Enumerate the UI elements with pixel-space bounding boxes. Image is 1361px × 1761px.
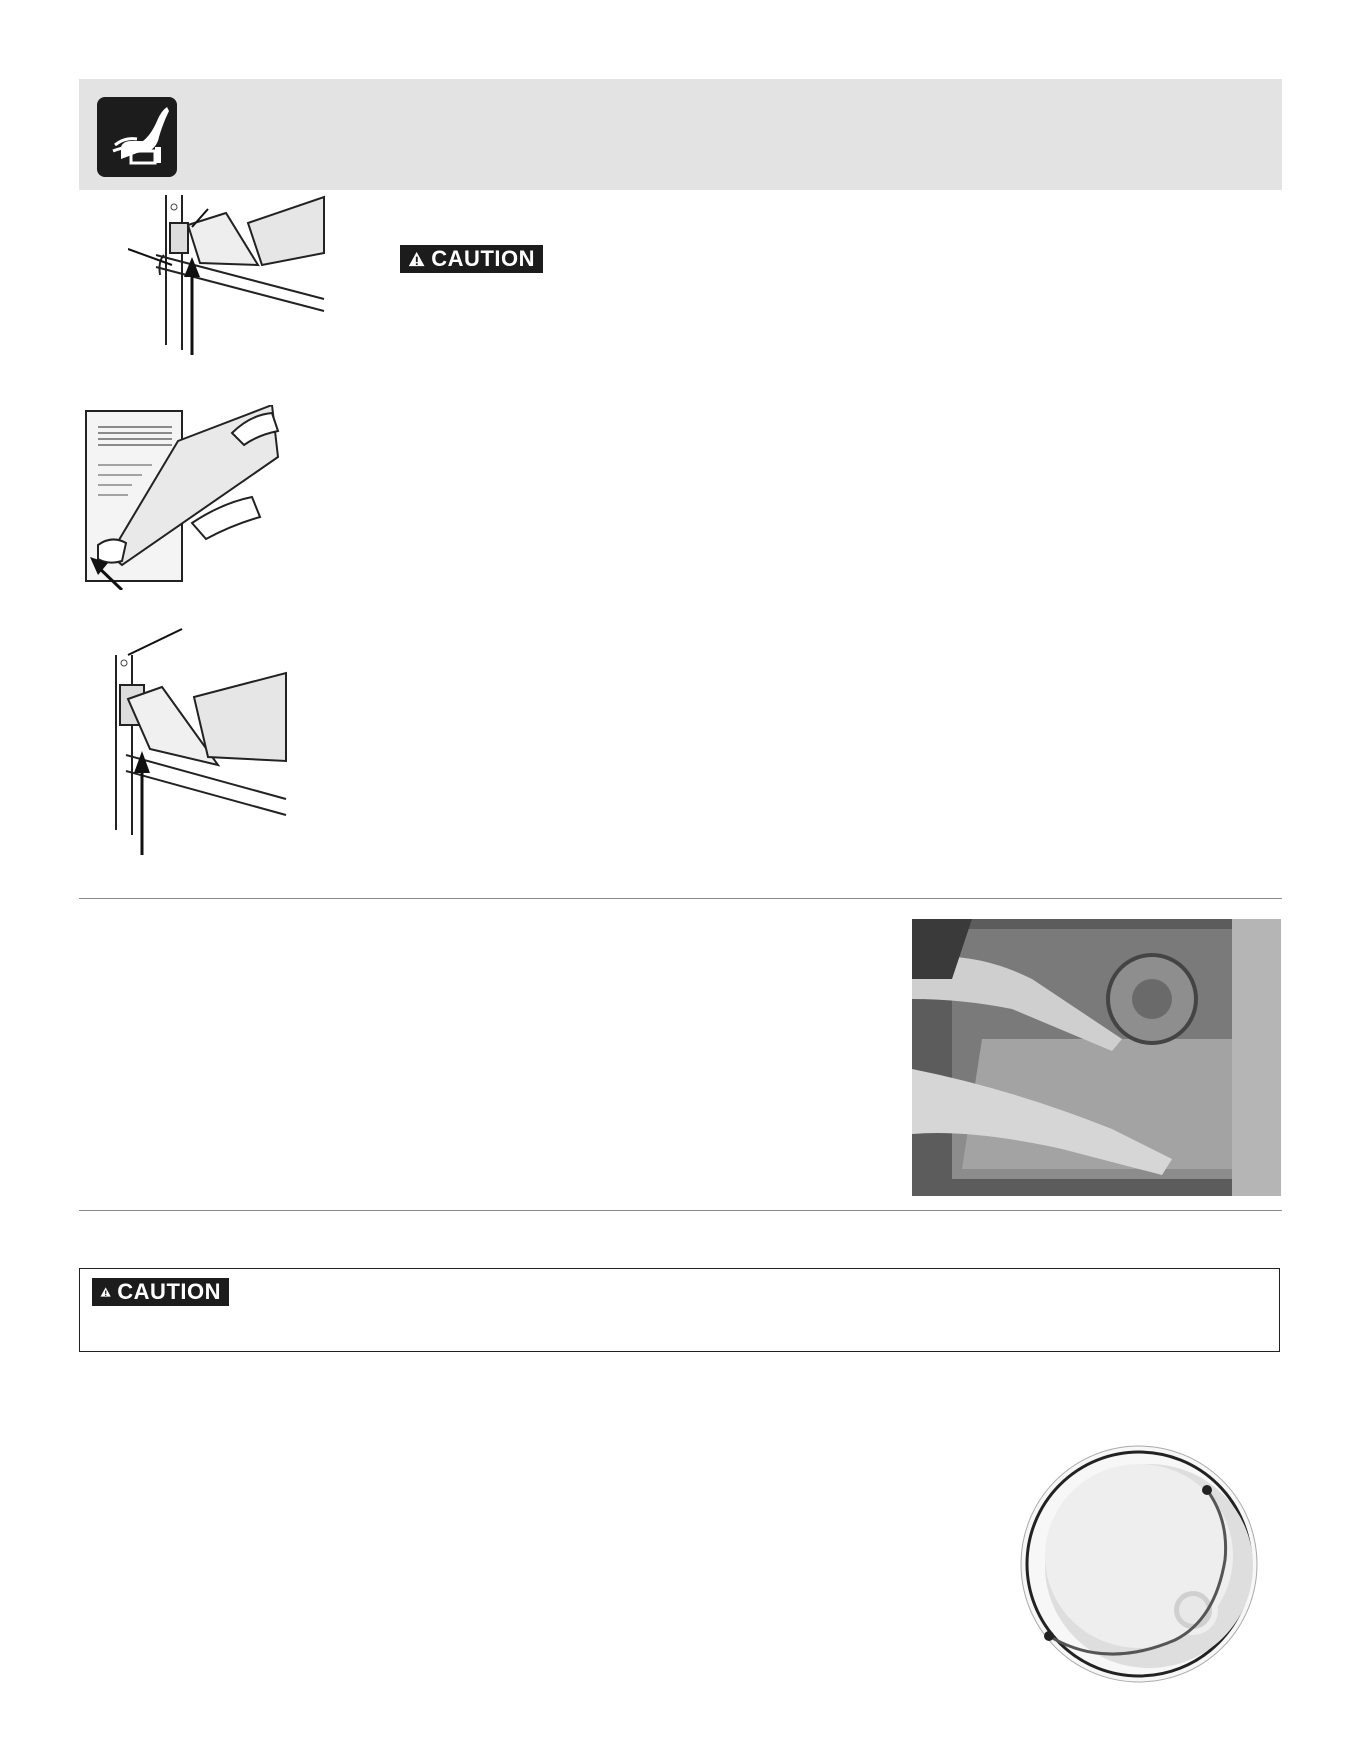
caution-label: CAUTION [117,1279,221,1304]
oven-light-bulb-cover-illustration [1015,1440,1265,1690]
section-header-bar [79,79,1282,190]
warning-triangle-icon [408,249,425,269]
caution-badge [92,1278,229,1306]
hand-cleaning-icon [97,97,177,177]
oven-door-hinge-lock-illustration [128,195,328,355]
caution-box [79,1268,1280,1352]
section-divider [79,898,1282,899]
caution-label: CAUTION [431,246,535,271]
warning-triangle-icon [100,1282,111,1302]
caution-badge [400,245,543,273]
section-divider [79,1210,1282,1211]
oven-bottom-panel-removal-photo [912,919,1281,1196]
oven-door-removal-illustration [82,405,282,590]
oven-door-hinge-reinstall-illustration [110,625,290,855]
